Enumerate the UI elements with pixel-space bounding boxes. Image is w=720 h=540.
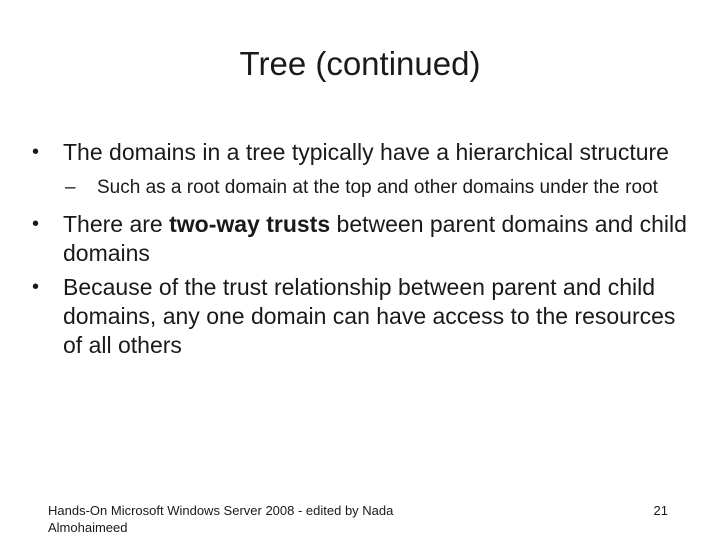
- slide-title: Tree (continued): [239, 45, 481, 82]
- sub-bullet-text: Such as a root domain at the top and other domains under the root: [97, 177, 658, 198]
- bullet-text: The domains in a tree typically have a hierarchical structure: [63, 139, 669, 165]
- bullet-text: Because of the trust relationship between parent and child domains, any one domain can have access to the resources of all others: [63, 274, 676, 358]
- bullet-text-suffix: between parent domains and child domains: [63, 211, 687, 266]
- bullet-marker: •: [32, 141, 40, 163]
- sub-bullet-marker: –: [65, 177, 76, 198]
- slide-number: 21: [653, 503, 668, 518]
- footer-source: Hands-On Microsoft Windows Server 2008 - edited by Nada Almohaimeed: [48, 503, 394, 535]
- bullet-text-emphasis: two-way trusts: [169, 211, 331, 237]
- bullet-text-prefix: There are: [63, 211, 170, 237]
- bullet-item-hierarchy: [32, 138, 692, 167]
- bullet-marker: •: [32, 213, 40, 235]
- sub-bullet-item-root-domain: [65, 175, 692, 201]
- bullet-item-trust-relationship: [32, 273, 692, 360]
- slide-content: [32, 138, 692, 360]
- bullet-marker: •: [32, 276, 40, 298]
- bullet-item-two-way-trusts: [32, 210, 692, 268]
